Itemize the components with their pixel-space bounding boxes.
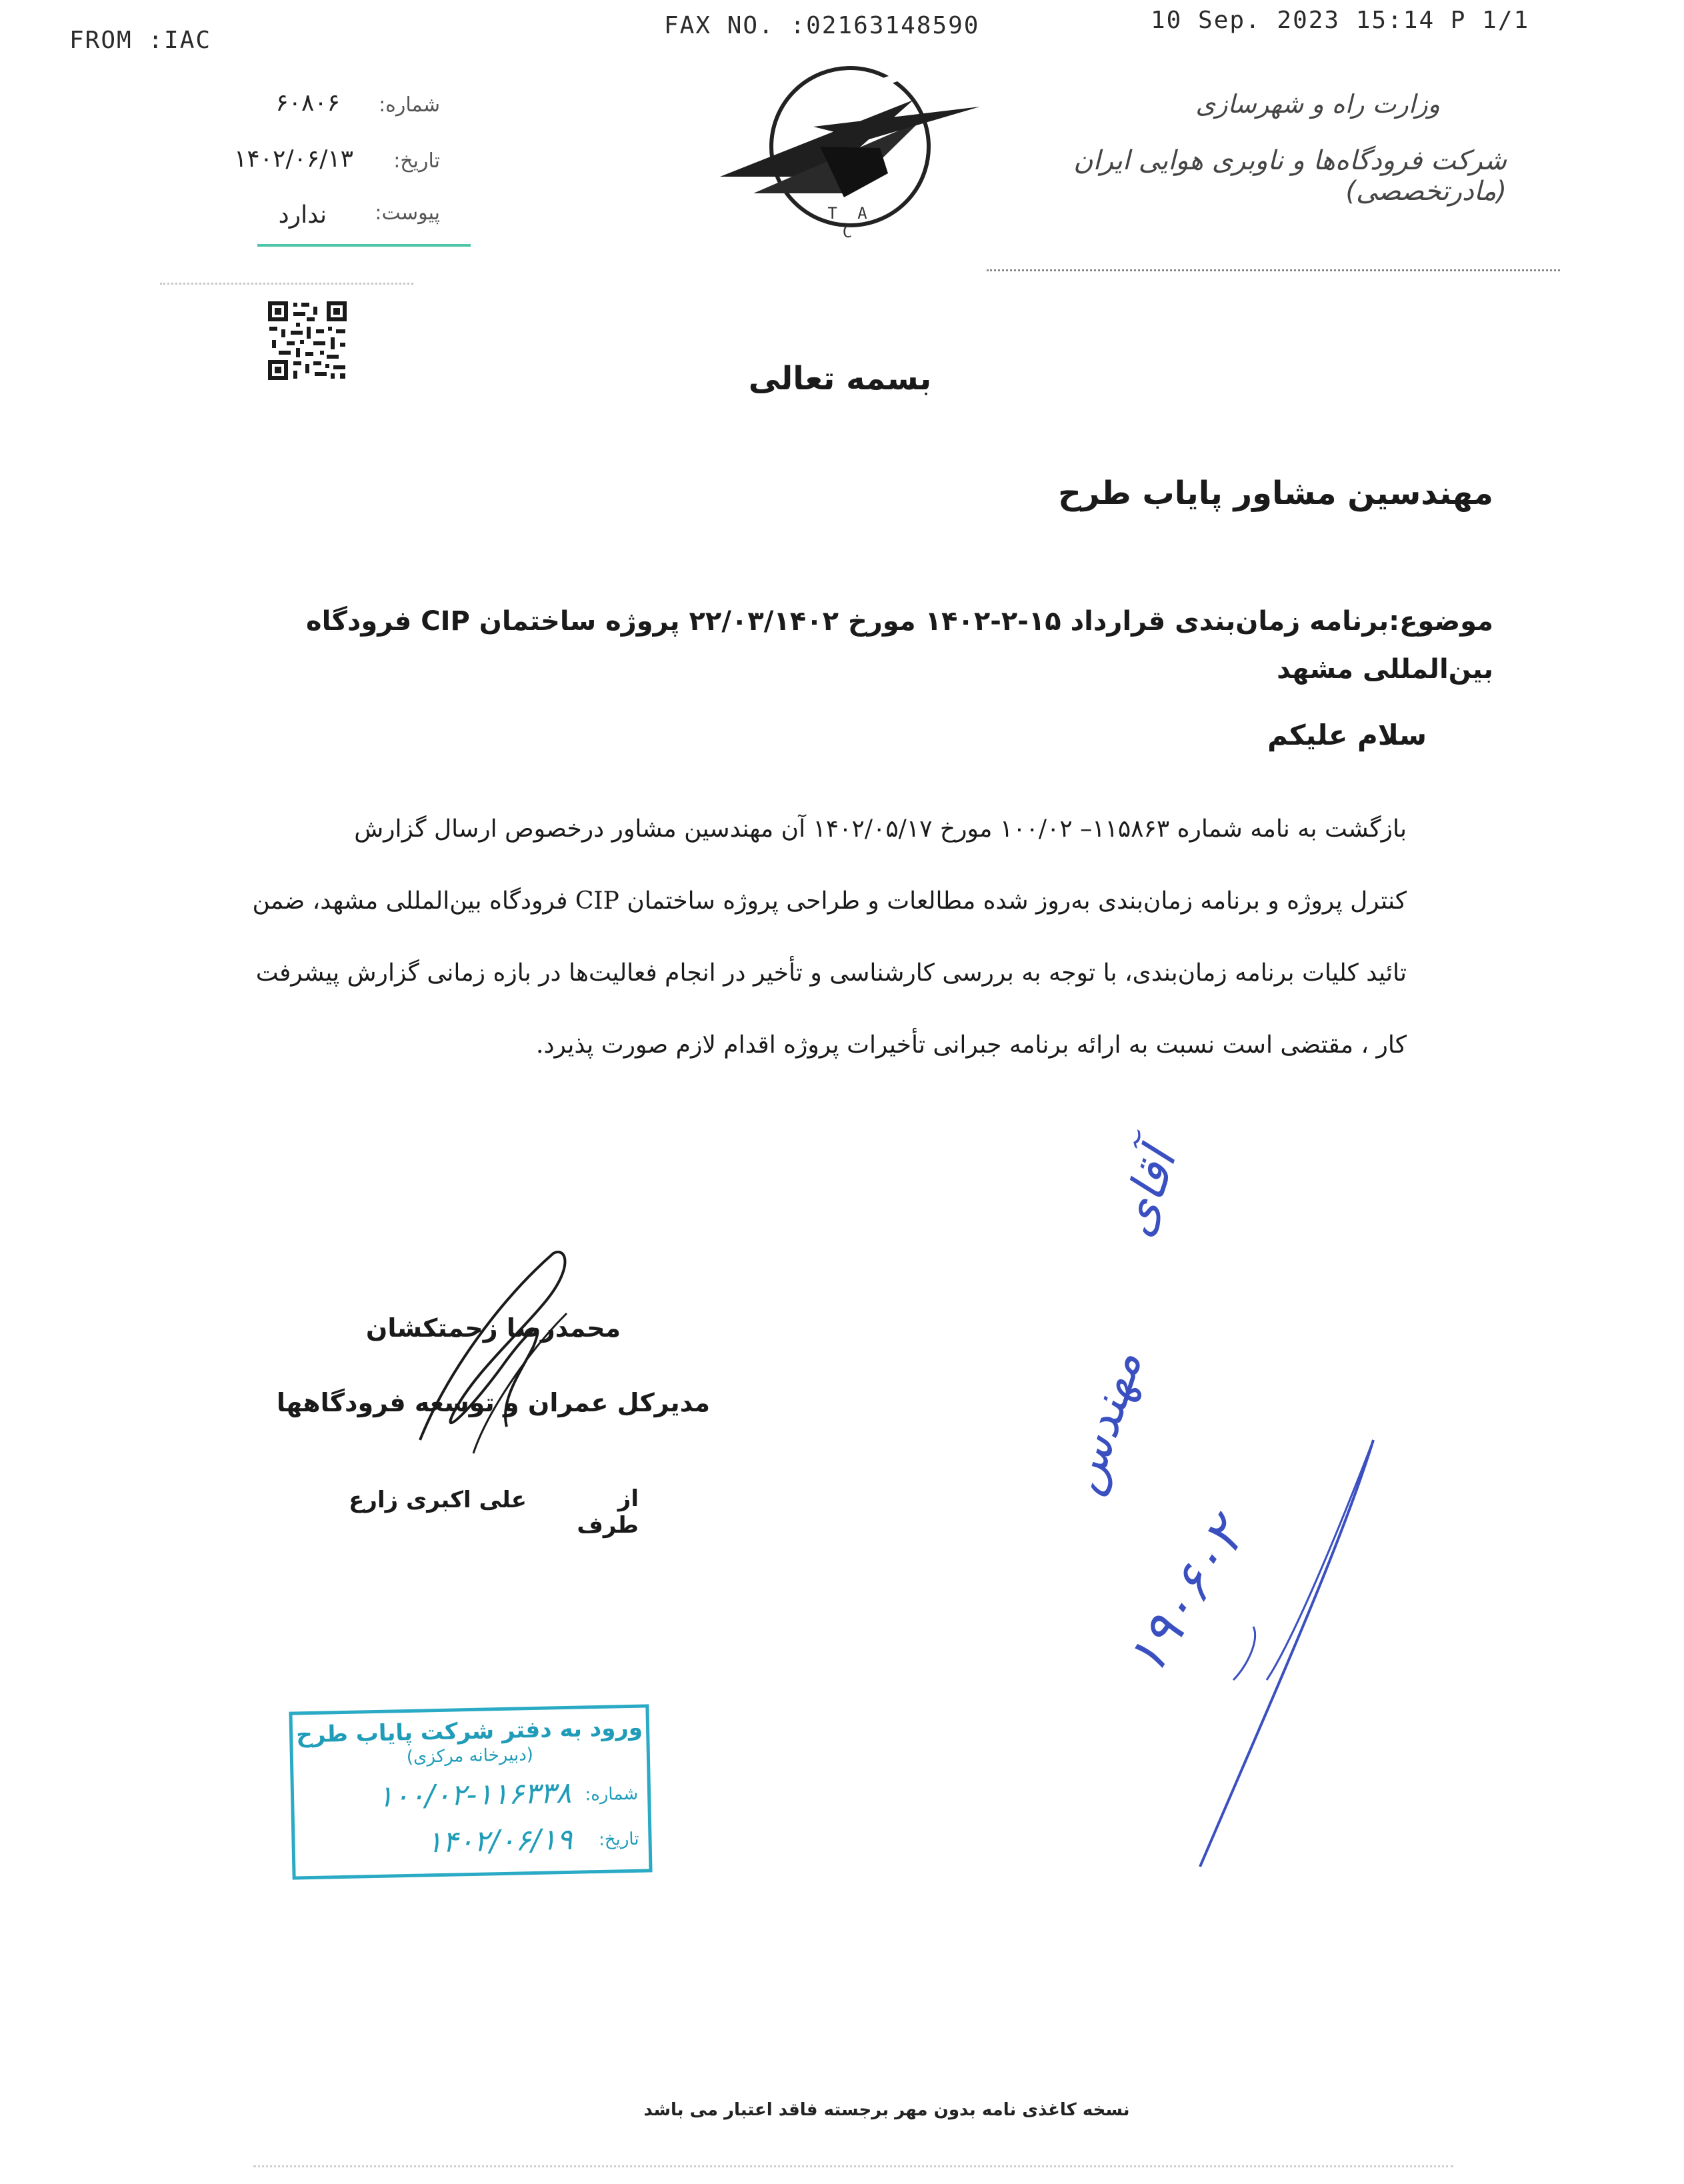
stamp-date-label: تاریخ: bbox=[598, 1829, 639, 1850]
letter-number-value: ۶۰۸۰۶ bbox=[275, 89, 340, 117]
signer-name: محمدرضا زحمتکشان bbox=[365, 1313, 621, 1343]
logo-text: T A C bbox=[827, 204, 873, 241]
stamp-title: ورود به دفتر شرکت پایاب طرح bbox=[295, 1714, 643, 1749]
stamp-date-value: ۱۴۰۲/۰۶/۱۹ bbox=[426, 1822, 573, 1860]
receiving-stamp bbox=[289, 1704, 652, 1879]
stamp-subtitle: (دبیرخانه مرکزی) bbox=[406, 1745, 534, 1767]
attachment-underline bbox=[257, 244, 471, 247]
letter-subject: موضوع:برنامه زمان‌بندی قرارداد ۱۵-۲-۱۴۰۲ مورخ ۲۲/۰۳/۱۴۰۲ پروژه ساختمان CIP فرودگاه بین‌المللی مشهد bbox=[305, 606, 1493, 685]
stamp-number-label: شماره: bbox=[585, 1783, 639, 1805]
letter-attachment-value: ندارد bbox=[278, 201, 327, 229]
letter-date-label: تاریخ: bbox=[393, 149, 440, 173]
handwritten-line2: مهندس bbox=[1054, 1343, 1153, 1501]
footer-validity-note: نسخه کاغذی نامه بدون مهر برجسته فاقد اعتبار می باشد bbox=[643, 2100, 1130, 2120]
fax-timestamp: 10 Sep. 2023 15:14 P 1/1 bbox=[1151, 7, 1530, 34]
letter-body-line: کنترل پروژه و برنامه زمان‌بندی به‌روز شده مطالعات و طراحی پروژه ساختمان CIP فرودگاه بین‌المللی مشهد، ضمن bbox=[252, 887, 1407, 915]
signature-block bbox=[276, 1240, 711, 1520]
stamp-date-row bbox=[297, 1823, 639, 1869]
signer-title: مدیرکل عمران و توسعه فرودگاهها bbox=[276, 1388, 711, 1417]
stamp-number-row bbox=[297, 1777, 639, 1819]
company-name: شرکت فرودگاه‌ها و ناوبری هوایی ایران (مادرتخصصی) bbox=[1073, 145, 1507, 207]
handwritten-line1: آقای bbox=[1106, 1141, 1187, 1243]
letter-body-line: بازگشت به نامه شماره ۱۱۵۸۶۳– ۱۰۰/۰۲ مورخ ۱۴۰۲/۰۵/۱۷ آن مهندسین مشاور درخصوص ارسال گزارش bbox=[354, 815, 1407, 843]
handwritten-number: ۱۹۰۶۰۲ bbox=[1113, 1507, 1257, 1687]
footer-faded-line bbox=[253, 2165, 1453, 2179]
on-behalf-name: علی اکبری زارع bbox=[349, 1487, 527, 1513]
letter-greeting: سلام علیکم bbox=[1267, 719, 1427, 751]
letter-recipient: مهندسین مشاور پایاب طرح bbox=[1058, 475, 1493, 512]
handwritten-note bbox=[1027, 1141, 1493, 1893]
letter-body-line: کار ، مقتضی است نسبت به ارائه برنامه جبرانی تأخیرات پروژه اقدام لازم صورت پذیرد. bbox=[536, 1031, 1407, 1059]
on-behalf-label: از طرف bbox=[577, 1485, 639, 1539]
company-logo bbox=[713, 60, 987, 241]
fax-from: FROM :IAC bbox=[69, 27, 212, 54]
letter-body-line: تائید کلیات برنامه زمان‌بندی، با توجه به بررسی کارشناسی و تأخیر در انجام فعالیت‌ها در بازه زمانی گزارش پیشرفت bbox=[255, 959, 1407, 987]
stamp-number-value: ۱۰۰/۰۲-۱۱۶۳۳۸ bbox=[377, 1775, 572, 1814]
letter-date-value: ۱۴۰۲/۰۶/۱۳ bbox=[234, 145, 353, 173]
letter-heading: بسمه تعالی bbox=[748, 360, 932, 397]
header-separator-left bbox=[160, 283, 413, 285]
fax-number: FAX NO. :02163148590 bbox=[664, 12, 980, 39]
signature-scribble-icon bbox=[393, 1240, 607, 1493]
letter-body bbox=[200, 793, 1407, 1081]
letter-attachment-label: پیوست: bbox=[375, 201, 440, 225]
letter-number-label: شماره: bbox=[379, 93, 440, 117]
qr-code bbox=[267, 300, 348, 381]
qr-code-icon bbox=[267, 300, 348, 381]
header-separator bbox=[987, 269, 1560, 271]
ministry-name: وزارت راه و شهرسازی bbox=[1195, 89, 1440, 119]
